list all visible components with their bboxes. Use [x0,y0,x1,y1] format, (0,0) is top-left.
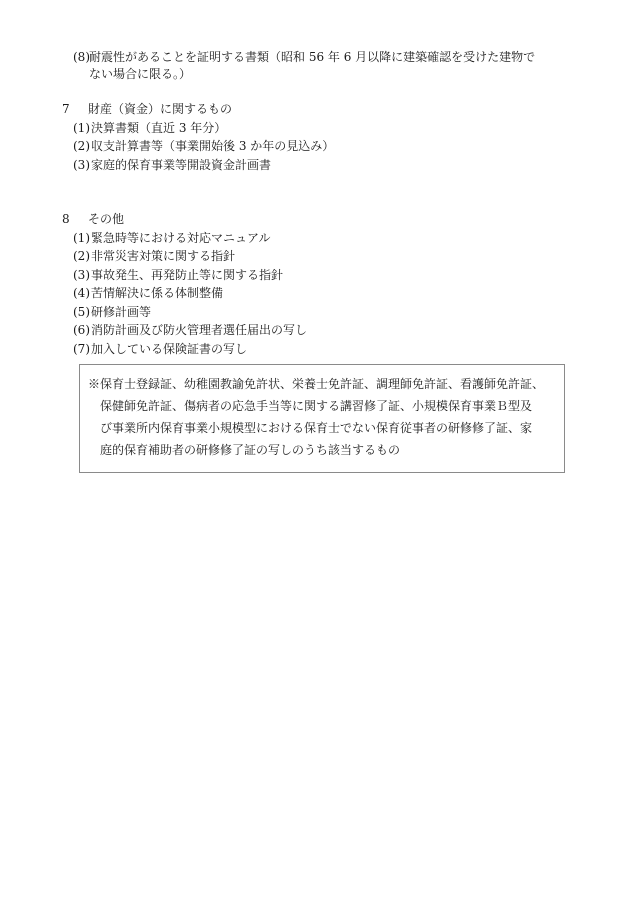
list-item [73,266,582,285]
item-number: (3) [73,267,90,282]
section-number: 8 [62,212,70,226]
section-items [62,119,582,175]
item-number: (1) [73,230,90,245]
list-item [73,119,582,138]
item-number: (1) [73,120,90,135]
item-text: 決算書類（直近 3 年分） [91,120,227,135]
item-text: 事故発生、再発防止等に関する指針 [91,267,284,282]
section-number: 7 [62,102,70,116]
section-7-finance [62,100,582,175]
item-text: 消防計画及び防火管理者選任届出の写し [91,323,308,338]
item-text: 収支計算書等（事業開始後 3 か年の見込み） [91,139,335,154]
section-title: その他 [88,212,125,226]
section-heading [62,100,582,119]
list-item [73,303,582,322]
item-text: 非常災害対策に関する指針 [91,249,236,264]
item-number: (8) [73,50,90,64]
section-items [62,229,582,359]
note-line: ※保育士登録証、幼稚園教諭免許状、栄養士免許証、調理師免許証、看護師免許証、 [88,377,545,391]
section-heading [62,210,582,229]
note-line: 庭的保育補助者の研修修了証の写しのうち該当するもの [100,443,401,457]
item-number: (2) [73,139,90,154]
section-title: 財産（資金）に関するもの [88,102,233,116]
note-line: 保健師免許証、傷病者の応急手当等に関する講習修了証、小規模保育事業Ｂ型及 [100,399,533,413]
list-item-earthquake-document [73,49,573,83]
item-number: (6) [73,323,90,338]
list-item [73,138,582,157]
item-text: 家庭的保育事業等開設資金計画書 [91,157,272,172]
item-text: 苦情解決に係る体制整備 [91,286,224,301]
note-line: び事業所内保育事業小規模型における保育士でない保育従事者の研修修了証、家 [100,421,533,435]
list-item [73,285,582,304]
item-text: 研修計画等 [91,304,152,319]
item-text: 耐震性があることを証明する書類（昭和 56 年 6 月以降に建築確認を受けた建物で [89,50,536,64]
item-text: 加入している保険証書の写し [91,341,248,356]
section-8-other [62,210,582,359]
item-number: (5) [73,304,90,319]
note-box [79,364,565,473]
item-number: (4) [73,286,90,301]
item-number: (7) [73,341,90,356]
list-item [73,322,582,341]
list-item [73,229,582,248]
item-text: 緊急時等における対応マニュアル [91,230,271,245]
list-item [73,156,582,175]
list-item [73,340,582,359]
item-text-continuation: ない場合に限る。） [89,67,192,81]
list-item [73,248,582,267]
item-number: (2) [73,249,90,264]
item-number: (3) [73,157,90,172]
